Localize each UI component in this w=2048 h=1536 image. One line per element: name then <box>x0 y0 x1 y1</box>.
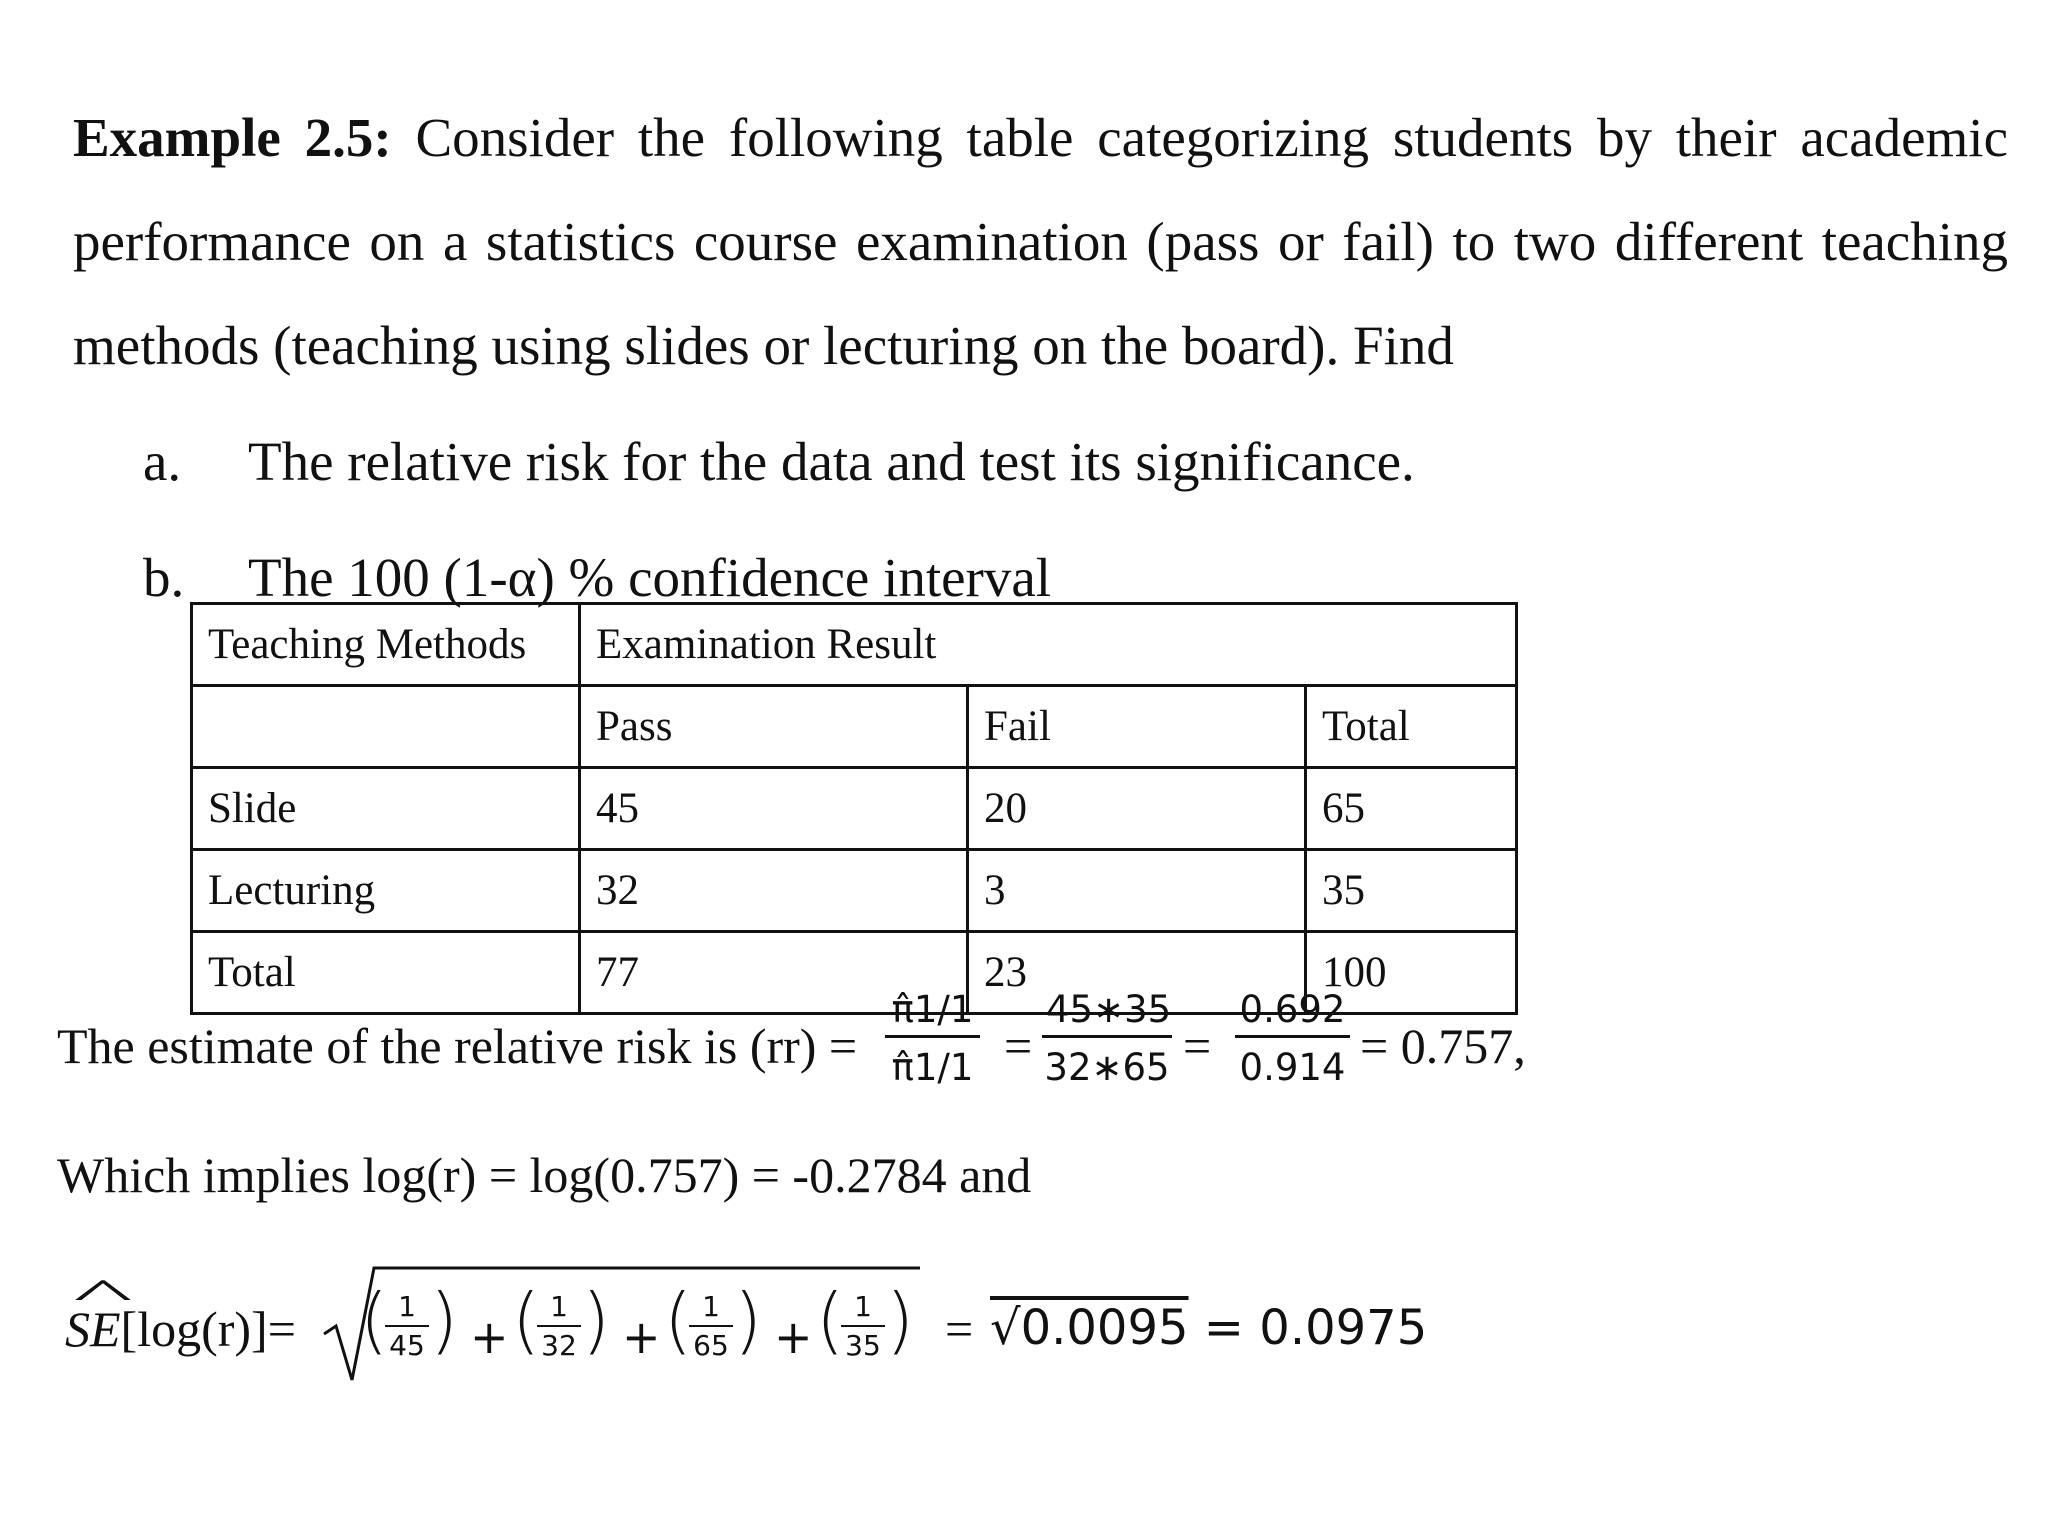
list-item-label: a. <box>143 431 182 492</box>
paren-close: ) <box>430 1278 459 1362</box>
table-row <box>192 768 1517 850</box>
fraction-denominator: 45 <box>389 1329 425 1362</box>
table-header-cell: Fail <box>968 686 1306 768</box>
list-item-text: The 100 (1-α) % confidence interval <box>248 547 1052 608</box>
intro-paragraph <box>73 86 2008 398</box>
table-header-cell: Examination Result <box>580 604 1517 686</box>
se-hat-symbol: ^ SE <box>65 1301 121 1357</box>
se-label-rest: [log(r)]= <box>120 1301 296 1357</box>
table-cell: 65 <box>1306 768 1517 850</box>
se-result <box>990 1300 1427 1356</box>
fraction-denominator: 32∗65 <box>1044 1046 1170 1089</box>
equals-sign: = <box>945 1301 974 1357</box>
table-cell: 35 <box>1306 850 1517 932</box>
fraction-denominator: 32 <box>541 1329 577 1362</box>
results-table <box>190 602 1518 1015</box>
table-cell: 45 <box>580 768 968 850</box>
rr-fraction-counts <box>1042 988 1172 1089</box>
rr-fraction-pi <box>885 988 980 1089</box>
fraction-numerator: 1 <box>385 1290 429 1327</box>
fraction-denominator: π̂1/1 <box>891 1046 974 1089</box>
list-item-text: The relative risk for the data and test its significance. <box>248 431 1415 492</box>
example-heading: Example 2.5: <box>73 107 392 168</box>
intro-text: Consider the following table categorizing students by their academic performance on a statistics course examination (pass or fail) to two different teaching methods (teaching using slides or lecturing on the board). Find <box>73 107 2008 376</box>
se-fraction <box>385 1290 429 1362</box>
paren-open: ( <box>664 1278 693 1362</box>
table-cell: 100 <box>1306 932 1517 1014</box>
plus-sign: + <box>622 1310 661 1364</box>
list-item-label: b. <box>143 547 185 608</box>
paren-open: ( <box>360 1278 389 1362</box>
se-label <box>65 1300 296 1358</box>
se-fraction <box>841 1290 885 1362</box>
table-cell: Slide <box>192 768 580 850</box>
se-fraction <box>689 1290 733 1362</box>
table-header-cell <box>192 686 580 768</box>
fraction-numerator: π̂1/1 <box>885 988 980 1038</box>
table-cell: 23 <box>968 932 1306 1014</box>
fraction-numerator: 1 <box>689 1290 733 1327</box>
paren-open: ( <box>512 1278 541 1362</box>
list-item <box>143 546 1051 609</box>
table-header-row <box>192 604 1517 686</box>
table-header-cell: Teaching Methods <box>192 604 580 686</box>
table-cell: 20 <box>968 768 1306 850</box>
fraction-numerator: 0.692 <box>1235 988 1350 1038</box>
fraction-numerator: 45∗35 <box>1042 988 1172 1038</box>
log-line: Which implies log(r) = log(0.757) = -0.2784 and <box>57 1147 1032 1203</box>
plus-sign: + <box>470 1310 509 1364</box>
se-fraction <box>537 1290 581 1362</box>
table-cell: 3 <box>968 850 1306 932</box>
table-cell: Lecturing <box>192 850 580 932</box>
list-item <box>143 430 1415 493</box>
fraction-numerator: 1 <box>841 1290 885 1327</box>
table-header-row <box>192 686 1517 768</box>
se-value: = 0.0975 <box>1188 1300 1428 1356</box>
table-cell: Total <box>192 932 580 1014</box>
fraction-numerator: 1 <box>537 1290 581 1327</box>
table-row <box>192 850 1517 932</box>
table-header-cell: Total <box>1306 686 1517 768</box>
equals-sign: = <box>1183 1018 1212 1074</box>
paren-close: ) <box>886 1278 915 1362</box>
fraction-denominator: 35 <box>845 1329 881 1362</box>
fraction-denominator: 65 <box>693 1329 729 1362</box>
rr-lead-text: The estimate of the relative risk is (rr) = <box>57 1018 858 1074</box>
fraction-denominator: 0.914 <box>1239 1046 1346 1089</box>
plus-sign: + <box>774 1310 813 1364</box>
rr-result: = 0.757, <box>1360 1018 1526 1074</box>
sqrt-value: √0.0095 <box>990 1300 1189 1356</box>
equals-sign: = <box>1004 1018 1033 1074</box>
table-header-cell: Pass <box>580 686 968 768</box>
paren-close: ) <box>582 1278 611 1362</box>
paren-close: ) <box>734 1278 763 1362</box>
rr-fraction-proportions <box>1235 988 1350 1089</box>
paren-open: ( <box>816 1278 845 1362</box>
table-cell: 77 <box>580 932 968 1014</box>
table-cell: 32 <box>580 850 968 932</box>
